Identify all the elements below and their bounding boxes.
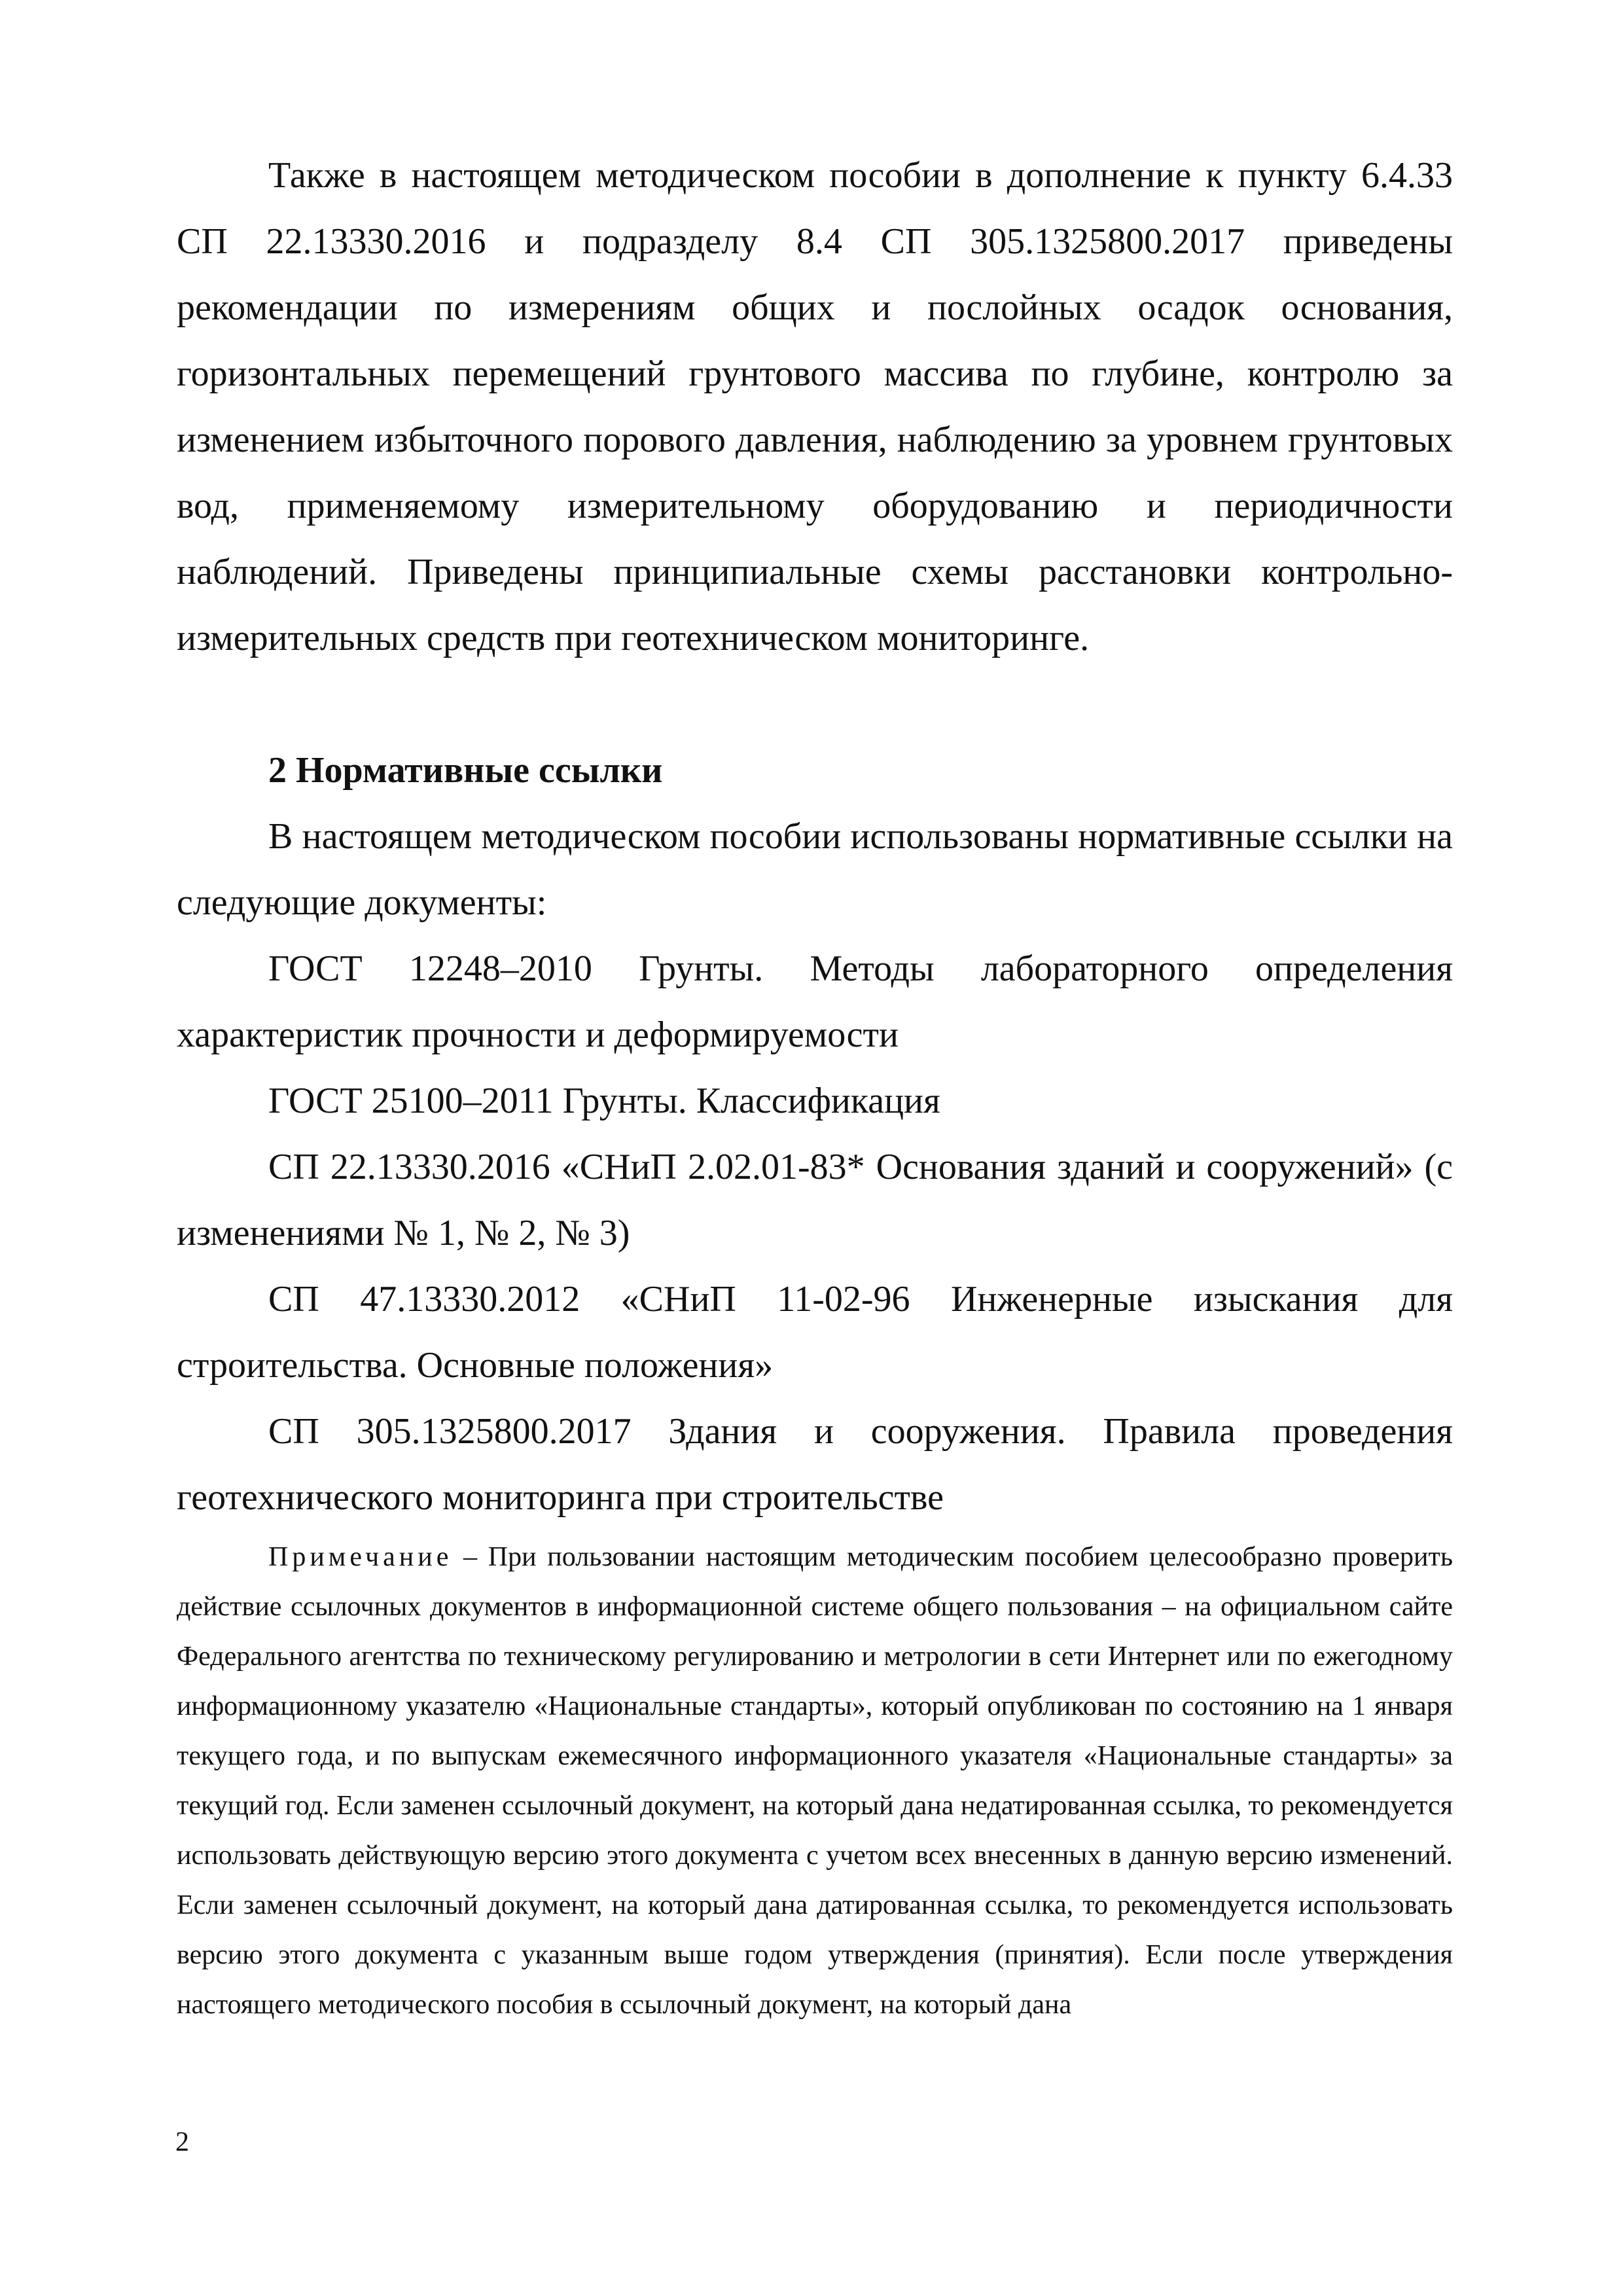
note-label: Примечание xyxy=(268,1542,453,1572)
note-text: – При пользовании настоящим методическим пособием целесообразно проверить действие ссылочных документов в информационной системе общего пользования – на официальном сайте Федерального агентства по техническому регулированию и метрологии в сети Интернет или по ежегодному информационному указателю «Национальные стандарты», который опубликован по состоянию на 1 января текущего года, и по выпускам ежемесячного информационного указателя «Национальные стандарты» за текущий год. Если заменен ссылочный документ, на который дана недатированная ссылка, то рекомендуется использовать действующую версию этого документа с учетом всех внесенных в данную версию изменений. Если заменен ссылочный документ, на который дана датированная ссылка, то рекомендуется использовать версию этого документа с указанным выше годом утверждения (принятия). Если после утверждения настоящего методического пособия в ссылочный документ, на который дана xyxy=(177,1542,1453,2020)
reference-gost-25100: ГОСТ 25100–2011 Грунты. Классификация xyxy=(268,1081,940,1121)
reference-gost-12248: ГОСТ 12248–2010 Грунты. Методы лабораторного определения характеристик прочности и деформируемости xyxy=(177,948,1453,1055)
note-paragraph xyxy=(177,1532,1453,2030)
section-lead-paragraph: В настоящем методическом пособии использованы нормативные ссылки на следующие документы: xyxy=(177,816,1453,923)
document-page xyxy=(177,143,1453,2030)
intro-paragraph: Также в настоящем методическом пособии в дополнение к пункту 6.4.33 СП 22.13330.2016 и подразделу 8.4 СП 305.1325800.2017 приведены рекомендации по измерениям общих и послойных осадок основания, горизонтальных перемещений грунтового массива по глубине, контролю за изменением избыточного порового давления, наблюдению за уровнем грунтовых вод, применяемому измерительному оборудованию и периодичности наблюдений. Приведены принципиальные схемы расстановки контрольно-измерительных средств при геотехническом мониторинге. xyxy=(177,155,1453,658)
reference-sp-305: СП 305.1325800.2017 Здания и сооружения. Правила проведения геотехнического мониторинга при строительстве xyxy=(177,1411,1453,1518)
reference-sp-22: СП 22.13330.2016 «СНиП 2.02.01-83* Основания зданий и сооружений» (с изменениями № 1, № 2, № 3) xyxy=(177,1147,1453,1253)
page-number: 2 xyxy=(175,2127,189,2157)
reference-sp-47: СП 47.13330.2012 «СНиП 11-02-96 Инженерные изыскания для строительства. Основные положения» xyxy=(177,1279,1453,1386)
section-heading: 2 Нормативные ссылки xyxy=(268,750,663,791)
